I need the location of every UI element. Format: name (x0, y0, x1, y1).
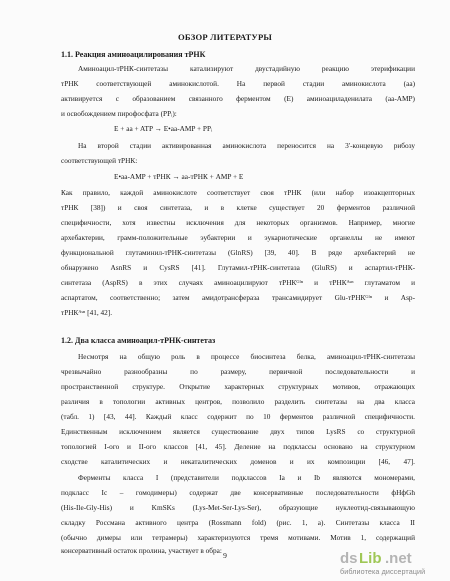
paragraph-line: (His-Ile-Gly-His) и KmSKs (Lys-Met-Ser-Lys-Ser), образующие нуклеотид-связывающую (61, 503, 415, 512)
paragraph-line: тРНКᴬˢⁿ [41, 42]. (61, 308, 113, 317)
paragraph-line: подкласс Ic – гомодимеры) содержат две консервативные последовательности фHфGh (61, 488, 415, 497)
svg-text:Lib: Lib (359, 550, 382, 567)
paragraph-line: и освобождением пирофосфата (PPᵢ): (61, 109, 177, 118)
paragraph-line: аспартатом, соответственно; затем амидотрансфераза трансамидирует Glu-тРНКᴳˡⁿ и Asp- (61, 293, 415, 302)
watermark-subtitle: библиотека диссертаций (340, 567, 426, 576)
paragraph-line: сходстве каталитических и некаталитических доменов и их композиции [46, 47]. (61, 457, 415, 466)
paragraph-line: соответствующей тРНК: (61, 156, 138, 165)
paragraph-line: (табл. 1) [43, 44]. Каждый класс содержит по 10 ферментов различной специфичности. (61, 412, 415, 421)
svg-text:ds: ds (340, 550, 358, 567)
dslib-watermark (328, 545, 446, 579)
paragraph-line: различия в топологии активных центров, позволило разделить синтетазы на два класса (61, 397, 415, 406)
paragraph-line: специфичности, хотя известны исключения для некоторых организмов. Например, многие (61, 218, 415, 227)
svg-text:.net: .net (385, 550, 412, 567)
paragraph-line: чрезвычайно разнообразны по размеру, первичной последовательности и (61, 367, 415, 376)
paragraph-line: тРНК [38]) и своя синтетаза, и в клетке существует 20 ферментов различной (61, 203, 415, 212)
paragraph-line: Ферменты класса I (представители подклассов Ia и Ib являются мономерами, (78, 473, 415, 482)
paragraph-line: Как правило, каждой аминокислоте соответствует своя тРНК (или набор изоакцепторных (61, 188, 415, 197)
paragraph-line: обнаружено AsnRS и CysRS [41]. Глутамил-тРНК-синтетаза (GluRS) и аспартил-тРНК- (61, 263, 415, 272)
page-title: ОБЗОР ЛИТЕРАТУРЫ (177, 32, 273, 42)
paragraph-line: (обычно димеры или тетрамеры) характеризуются тремя мотивами. Мотив 1, содержащий (61, 533, 415, 542)
paragraph-line: синтетаза (AspRS) в этих случаях аминоацилируют тРНКᴳˡⁿ и тРНКᴬˢⁿ глутаматом и (61, 278, 415, 287)
paragraph-line: складку Россмана активного центра (Rossmann fold) (рис. 1, а). Синтетазы класса II (61, 518, 415, 527)
paragraph-line: Аминоацил-тРНК-синтетазы катализируют двустадийную реакцию этерификации (78, 64, 415, 73)
paragraph-line: Единственным исключением является существование двух типов LysRS со структурной (61, 427, 415, 436)
section-heading-1-1: 1.1. Реакция аминоацилирования тРНК (61, 50, 206, 59)
page-number: 9 (223, 551, 227, 560)
paragraph-line: тРНК соответствующей аминокислотой. На первой стадии аминокислота (аа) (61, 79, 415, 88)
equation-2: E•aa-AMP + тРНК → aa-тРНК + AMP + E (114, 172, 244, 181)
paragraph-line: архебактерии, грамм-положительные эубактерии и эукариотические органеллы не имеют (61, 233, 415, 242)
paragraph-line: консервативный остаток пролина, участвует в обра: (61, 546, 222, 555)
paragraph-line: топологией I-ого и II-ого классов [41, 45]. Деление на подклассы основано на структурном (61, 442, 415, 451)
paragraph-line: функциональной глутаминил-тРНК-синтетазы (GlnRS) [39, 40]. В ряде архебактерий не (61, 248, 415, 257)
paragraph-line: Несмотря на общую роль в процессе биосинтеза белка, аминоацил-тРНК-синтетазы (78, 352, 415, 361)
paragraph-line: На второй стадии активированная аминокислота переносится на 3'-концевую рибозу (78, 141, 415, 150)
equation-1: E + aa + ATP → E•aa-AMP + PPᵢ (114, 124, 213, 133)
paragraph-line: активируется с образованием связанного ферментом (Е) аминоациладенилата (аа-АМР) (61, 94, 415, 103)
section-heading-1-2: 1.2. Два класса аминоацил-тРНК-синтетаз (61, 336, 216, 345)
paragraph-line: пространственной структуре. Открытие характерных структурных мотивов, отражающих (61, 382, 415, 391)
